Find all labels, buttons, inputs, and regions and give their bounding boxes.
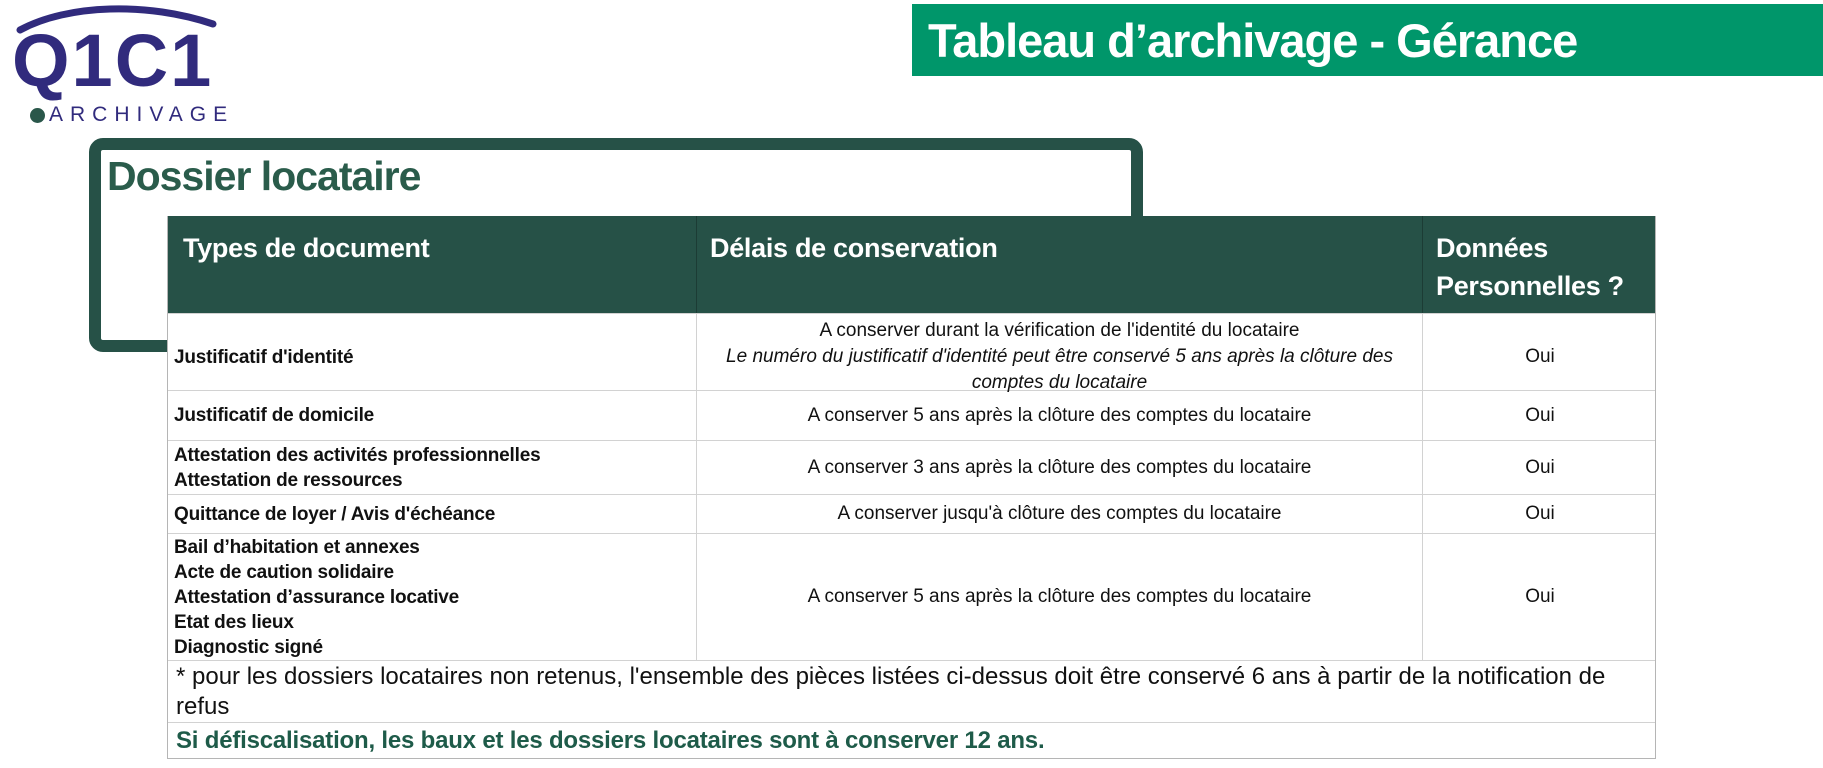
retention-text: A conserver jusqu'à clôture des comptes du locataire (837, 503, 1282, 524)
logo-dot-icon (30, 108, 45, 123)
retention-cell (696, 314, 1422, 400)
retention-text: A conserver 5 ans après la clôture des comptes du locataire (807, 404, 1312, 426)
doc-type-line: Attestation de ressources (174, 469, 403, 491)
retention-cell (696, 391, 1422, 440)
doc-type-line: Attestation des activités professionnelles (174, 444, 541, 466)
doc-type-line: Attestation d’assurance locative (174, 586, 460, 608)
personal-data-value: Oui (1525, 503, 1555, 524)
page-title: Tableau d’archivage - Gérance (928, 13, 1578, 67)
retention-text: Le numéro du justificatif d'identité peut être conservé 5 ans après la clôture des comptes du locataire (726, 346, 1393, 393)
doc-type-cell (168, 495, 696, 533)
retention-text: A conserver 3 ans après la clôture des comptes du locataire (807, 456, 1312, 478)
doc-type-line: Acte de caution solidaire (174, 561, 394, 583)
retention-text: A conserver durant la vérification de l'identité du locataire (819, 320, 1300, 341)
doc-type-line: Justificatif d'identité (174, 346, 354, 368)
personal-data-value: Oui (1525, 456, 1555, 478)
doc-type-line: Diagnostic signé (174, 636, 323, 658)
personal-data-value: Oui (1525, 404, 1555, 426)
personal-data-value: Oui (1525, 586, 1555, 607)
title-banner (912, 4, 1823, 76)
personal-data-cell (1422, 441, 1657, 494)
retention-cell (696, 495, 1422, 533)
doc-type-line: Quittance de loyer / Avis d'échéance (174, 503, 496, 525)
doc-type-cell (168, 391, 696, 440)
section-title: Dossier locataire (107, 153, 421, 199)
retention-cell (696, 441, 1422, 494)
company-logo (8, 2, 233, 134)
doc-type-line: Justificatif de domicile (174, 405, 375, 426)
logo-subtitle (30, 103, 234, 127)
table-header-cell-donnees: Données Personnelles ? (1422, 216, 1657, 313)
personal-data-cell (1422, 495, 1657, 533)
doc-row (168, 313, 1655, 393)
personal-data-cell (1422, 534, 1657, 660)
retention-table (167, 216, 1656, 759)
retention-text: A conserver 5 ans après la clôture des comptes du locataire (807, 586, 1312, 607)
doc-type-cell (168, 441, 696, 494)
doc-row (168, 440, 1655, 494)
table-header-cell-delais: Délais de conservation (696, 216, 1422, 313)
table-header-row (168, 216, 1655, 313)
logo-brand-text: Q1C1 (12, 19, 214, 102)
personal-data-value: Oui (1525, 346, 1555, 367)
doc-row (168, 533, 1655, 660)
doc-row (168, 494, 1655, 533)
personal-data-cell (1422, 391, 1657, 440)
retention-cell (696, 534, 1422, 660)
table-body (168, 313, 1655, 660)
doc-row (168, 390, 1655, 440)
doc-type-line: Etat des lieux (174, 611, 294, 633)
table-header-cell-types: Types de document (183, 233, 430, 263)
personal-data-cell (1422, 314, 1657, 400)
defiscalisation-note: Si défiscalisation, les baux et les dossiers locataires sont à conserver 12 ans. (168, 722, 1655, 758)
doc-type-cell (168, 534, 696, 660)
doc-type-line: Bail d’habitation et annexes (174, 536, 420, 558)
logo-subtitle-text: ARCHIVAGE (49, 103, 235, 126)
table-footnote: * pour les dossiers locataires non retenus, l'ensemble des pièces listées ci-dessus doit être conservé 6 ans à partir de la notification de refus (168, 660, 1655, 722)
doc-type-cell (168, 314, 696, 400)
